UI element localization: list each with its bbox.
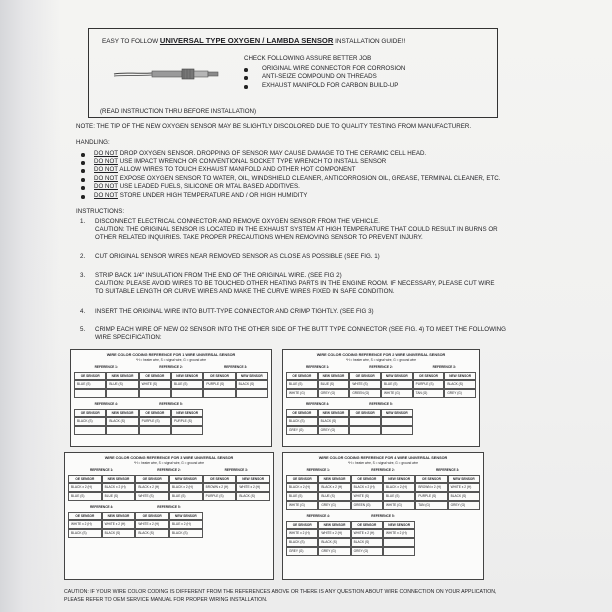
reference-label: REFERENCE 5:	[371, 514, 395, 518]
table-cell: BLACK x 2 (H)	[169, 483, 203, 492]
table-cell	[349, 417, 381, 426]
table-cell: BLUE (S)	[383, 492, 415, 501]
table-cell: GREY (G)	[286, 547, 318, 556]
step-number: 2.	[80, 253, 86, 260]
table-cell: WHITE x 2 (H)	[68, 520, 102, 529]
reference-label: REFERENCE 3:	[224, 468, 249, 472]
bullet-icon	[81, 161, 85, 165]
check-item: ORIGINAL WIRE CONNECTOR FOR CORROSION	[262, 65, 406, 72]
column-header: NEW SENSOR	[381, 372, 413, 380]
title-line	[102, 37, 405, 46]
column-header: NEW SENSOR	[106, 372, 138, 380]
note-text: NOTE: THE TIP OF THE NEW OXYGEN SENSOR MAY BE SLIGHTLY DISCOLORED DUE TO QUALITY TESTING FROM MANUFACTURER.	[76, 123, 472, 130]
step-text: CUT ORIGINAL SENSOR WIRES NEAR REMOVED SENSOR AS CLOSE AS POSSIBLE (SEE FIG. 1)	[95, 253, 380, 260]
check-item: ANTI-SEIZE COMPOUND ON THREADS	[262, 73, 377, 80]
table-cell: BLACK x 2 (H)	[351, 483, 383, 492]
column-header: OE SENSOR	[203, 372, 235, 380]
table-cell: BLUE x 2 (H)	[169, 520, 203, 529]
table-title: WIRE COLOR CODING REFERENCE FOR 2 WIRE UNIVERSAL SENSOR	[316, 353, 446, 357]
table-cell: BLUE (S)	[286, 492, 318, 501]
column-header: OE SENSOR	[351, 475, 383, 483]
table-cell: BLACK x 2 (H)	[286, 483, 318, 492]
step-number: 1.	[80, 218, 86, 225]
step-number: 4.	[80, 308, 86, 315]
table-cell	[171, 426, 203, 435]
title-prefix: EASY TO FOLLOW	[102, 38, 159, 45]
table-cell	[74, 389, 106, 398]
step-text: DISCONNECT ELECTRICAL CONNECTOR AND REMOVE OXYGEN SENSOR FROM THE VEHICLE.	[95, 218, 380, 225]
handling-item: DO NOT ALLOW WIRES TO TOUCH EXHAUST MANIFOLD AND OTHER HOT COMPONENT	[94, 166, 356, 173]
table-cell: BROWN x 2 (H)	[415, 483, 447, 492]
caution-footer-line: PLEASE REFER TO OEM SERVICE MANUAL FOR PROPER WIRING INSTALLATION.	[64, 597, 268, 603]
column-header: OE SENSOR	[286, 409, 318, 417]
column-header: NEW SENSOR	[169, 475, 203, 483]
column-header: OE SENSOR	[351, 521, 383, 529]
table-cell: BLACK (S)	[286, 417, 318, 426]
column-header: OE SENSOR	[286, 475, 318, 483]
column-header: OE SENSOR	[139, 372, 171, 380]
table-cell: PURPLE (S)	[203, 492, 237, 501]
table-cell: WHITE (S)	[139, 380, 171, 389]
column-header: NEW SENSOR	[171, 372, 203, 380]
bullet-icon	[81, 186, 85, 190]
column-header: OE SENSOR	[135, 475, 169, 483]
reference-label: REFERENCE 1:	[306, 468, 331, 472]
table-cell: WHITE x 2 (H)	[236, 483, 270, 492]
table-cell: WHITE (S)	[351, 492, 383, 501]
handling-heading: HANDLING:	[76, 139, 110, 146]
table-cell	[383, 538, 415, 547]
table-cell	[106, 389, 138, 398]
table-cell: GREEN (G)	[351, 501, 383, 510]
reference-label: REFERENCE 4:	[89, 505, 114, 509]
column-header: NEW SENSOR	[236, 475, 270, 483]
table-cell: WHITE x 2 (H)	[448, 483, 480, 492]
reference-label: REFERENCE 4:	[94, 402, 119, 406]
column-header: OE SENSOR	[139, 409, 171, 417]
table-cell: BLUE (S)	[169, 492, 203, 501]
table-subtitle: *H = heater wire, S = signal wire, G = ground wire	[345, 358, 417, 362]
table-cell: BLUE (S)	[286, 380, 318, 389]
reference-label: REFERENCE 3:	[432, 365, 457, 369]
column-header: NEW SENSOR	[102, 475, 136, 483]
reference-label: REFERENCE 2:	[371, 468, 395, 472]
table-cell: GREY (G)	[444, 389, 476, 398]
table-cell: WHITE x 2 (H)	[102, 520, 136, 529]
reference-label: REFERENCE 5:	[159, 402, 183, 406]
table-cell: GREY (G)	[318, 501, 350, 510]
step-text: WIRE SPECIFICATION:	[95, 334, 162, 341]
handling-item: DO NOT USE IMPACT WRENCH OR CONVENTIONAL SOCKET TYPE WRENCH TO INSTALL SENSOR	[94, 158, 387, 165]
column-header: NEW SENSOR	[102, 512, 136, 520]
column-header: OE SENSOR	[415, 475, 447, 483]
table-cell: GREY (G)	[448, 501, 480, 510]
table-cell: BLACK (S)	[318, 538, 350, 547]
table-cell: BLACK x 2 (H)	[68, 483, 102, 492]
step-text: TO SUITABLE LENGTH OR CURVE WIRES AND MAKE THE CURVE WIRES FIXED IN SAFE CONDITION.	[95, 288, 395, 295]
table-cell: BLUE (S)	[318, 380, 350, 389]
table-cell: BLACK (S)	[106, 417, 138, 426]
wire-table-3	[64, 452, 274, 580]
table-cell: BLACK (S)	[135, 529, 169, 538]
table-cell: BLUE (S)	[171, 380, 203, 389]
table-cell: BLUE (S)	[318, 492, 350, 501]
table-cell	[139, 426, 171, 435]
table-cell: BLUE (S)	[381, 380, 413, 389]
table-cell: BROWN x 2 (H)	[203, 483, 237, 492]
table-cell: WHITE x 2 (H)	[286, 529, 318, 538]
handling-item: DO NOT DROP OXYGEN SENSOR. DROPPING OF SENSOR MAY CAUSE DAMAGE TO THE CERAMIC CELL HEAD.	[94, 150, 427, 157]
bullet-icon	[244, 85, 248, 89]
reference-label: REFERENCE 2:	[157, 468, 181, 472]
column-header: NEW SENSOR	[318, 372, 350, 380]
table-cell: GREY (G)	[318, 426, 350, 435]
table-cell: BLACK (S)	[68, 529, 102, 538]
table-cell: BLACK x 2 (H)	[102, 483, 136, 492]
bullet-icon	[81, 178, 85, 182]
table-cell: BLACK (S)	[351, 538, 383, 547]
table-cell: TAN (G)	[415, 501, 447, 510]
table-cell: WHITE x 2 (H)	[135, 520, 169, 529]
step-text: STRIP BACK 1/4" INSULATION FROM THE END OF THE ORIGINAL WIRE. (SEE FIG 2)	[95, 272, 342, 279]
table-cell: BLACK (S)	[169, 529, 203, 538]
column-header: NEW SENSOR	[383, 475, 415, 483]
reference-label: REFERENCE 2:	[369, 365, 393, 369]
oxygen-sensor-icon	[112, 62, 222, 84]
table-subtitle: *H = heater wire, S = signal wire, G = ground wire	[135, 358, 207, 362]
column-header: OE SENSOR	[74, 409, 106, 417]
reference-label: REFERENCE 3:	[435, 468, 460, 472]
table-cell: BLACK x 2 (H)	[318, 483, 350, 492]
table-cell: WHITE (G)	[286, 501, 318, 510]
table-cell: BLACK x 2 (H)	[383, 483, 415, 492]
wire-table-1	[70, 349, 272, 447]
table-cell: PURPLE (S)	[415, 492, 447, 501]
reference-label: REFERENCE 1:	[94, 365, 119, 369]
table-title: WIRE COLOR CODING REFERENCE FOR 3 WIRE UNIVERSAL SENSOR	[104, 456, 234, 460]
step-text: CAUTION: THE ORIGINAL SENSOR IS LOCATED IN THE EXHAUST SYSTEM AT HIGH TEMPERATURE THAT COULD RESULT IN BURNS OR	[95, 226, 498, 233]
table-cell: BLACK (S)	[74, 417, 106, 426]
table-cell: BLACK x 2 (H)	[135, 483, 169, 492]
page-fold-shadow	[0, 0, 60, 612]
table-cell: GREY (G)	[318, 547, 350, 556]
column-header: OE SENSOR	[349, 372, 381, 380]
table-cell: GREY (G)	[351, 547, 383, 556]
table-cell: BLUE (S)	[68, 492, 102, 501]
table-cell: GREY (G)	[318, 389, 350, 398]
bullet-icon	[81, 195, 85, 199]
handling-item: DO NOT USE LEADED FUELS, SILICONE OR MTAL BASED ADDITIVES.	[94, 183, 300, 190]
step-text: CAUTION: PLEASE AVOID WIRES TO BE TOUCHED OTHER HEATING PARTS IN THE ENGINE ROOM. IF NECESSARY, PLEASE CUT WIRE	[95, 280, 495, 287]
table-subtitle: *H = heater wire, S = signal wire, G = ground wire	[347, 461, 419, 465]
table-cell: BLACK (S)	[236, 380, 268, 389]
table-cell	[106, 426, 138, 435]
check-item: EXHAUST MANIFOLD FOR CARBON BUILD-UP	[262, 82, 399, 89]
table-cell	[74, 426, 106, 435]
check-intro: CHECK FOLLOWING ASSURE BETTER JOB	[244, 55, 372, 62]
step-text: OTHER RELATED INQUIRIES. TAKE PROPER PRECAUTIONS WHEN REMOVING SENSOR TO PREVENT INJURY.	[95, 234, 423, 241]
column-header: OE SENSOR	[349, 409, 381, 417]
column-header: OE SENSOR	[286, 521, 318, 529]
step-text: INSERT THE ORIGINAL WIRE INTO BUTT-TYPE CONNECTOR AND CRIMP TIGHTLY. (SEE FIG 3)	[95, 308, 374, 315]
table-cell: BLUE (S)	[106, 380, 138, 389]
table-cell	[171, 389, 203, 398]
bullet-icon	[244, 76, 248, 80]
table-cell: WHITE (S)	[349, 380, 381, 389]
column-header: OE SENSOR	[135, 512, 169, 520]
title-main: UNIVERSAL TYPE OXYGEN / LAMBDA SENSOR	[159, 36, 334, 45]
wire-table-2	[282, 349, 480, 447]
reference-label: REFERENCE 4:	[306, 514, 331, 518]
column-header: OE SENSOR	[286, 372, 318, 380]
reference-label: REFERENCE 2:	[159, 365, 183, 369]
table-cell: BLACK (S)	[102, 529, 136, 538]
reference-label: REFERENCE 3:	[223, 365, 248, 369]
column-header: OE SENSOR	[68, 512, 102, 520]
table-cell: BLUE (S)	[102, 492, 136, 501]
column-header: NEW SENSOR	[318, 475, 350, 483]
wire-table-4	[282, 452, 484, 580]
table-cell: BLACK (S)	[318, 417, 350, 426]
table-cell: WHITE x 2 (H)	[383, 529, 415, 538]
column-header: NEW SENSOR	[318, 409, 350, 417]
reference-label: REFERENCE 5:	[369, 402, 393, 406]
read-note: (READ INSTRUCTION THRU BEFORE INSTALLATION)	[100, 108, 257, 115]
table-cell: GREEN (G)	[349, 389, 381, 398]
table-cell	[383, 547, 415, 556]
table-cell: PURPLE (S)	[171, 417, 203, 426]
step-number: 5.	[80, 326, 86, 333]
column-header: NEW SENSOR	[236, 372, 268, 380]
reference-label: REFERENCE 1:	[305, 365, 330, 369]
table-cell: WHITE x 2 (H)	[351, 529, 383, 538]
reference-label: REFERENCE 5:	[157, 505, 181, 509]
table-cell	[381, 426, 413, 435]
table-cell: GREY (G)	[286, 426, 318, 435]
bullet-icon	[81, 153, 85, 157]
column-header: NEW SENSOR	[444, 372, 476, 380]
table-cell: WHITE (S)	[135, 492, 169, 501]
table-title: WIRE COLOR CODING REFERENCE FOR 1 WIRE UNIVERSAL SENSOR	[106, 353, 236, 357]
table-cell	[349, 426, 381, 435]
table-cell	[139, 389, 171, 398]
column-header: OE SENSOR	[68, 475, 102, 483]
table-cell: BLACK (S)	[286, 538, 318, 547]
table-cell: PURPLE (S)	[203, 380, 235, 389]
table-cell: BLACK (S)	[236, 492, 270, 501]
column-header: NEW SENSOR	[318, 521, 350, 529]
column-header: OE SENSOR	[203, 475, 237, 483]
table-cell: WHITE (G)	[286, 389, 318, 398]
table-cell: PURPLE (S)	[413, 380, 445, 389]
column-header: OE SENSOR	[74, 372, 106, 380]
table-cell: WHITE x 2 (H)	[318, 529, 350, 538]
table-cell: WHITE (G)	[381, 389, 413, 398]
column-header: NEW SENSOR	[171, 409, 203, 417]
step-number: 3.	[80, 272, 86, 279]
column-header: NEW SENSOR	[169, 512, 203, 520]
table-cell: WHITE (G)	[383, 501, 415, 510]
column-header: NEW SENSOR	[383, 521, 415, 529]
table-cell	[381, 417, 413, 426]
table-cell: PURPLE (S)	[139, 417, 171, 426]
title-suffix: INSTALLATION GUIDE!!	[335, 38, 406, 45]
table-cell	[203, 389, 235, 398]
table-cell	[236, 389, 268, 398]
bullet-icon	[244, 68, 248, 72]
column-header: NEW SENSOR	[106, 409, 138, 417]
table-cell: BLACK (S)	[448, 492, 480, 501]
table-cell: BLUE (S)	[74, 380, 106, 389]
bullet-icon	[81, 169, 85, 173]
reference-label: REFERENCE 4:	[305, 402, 330, 406]
table-cell: TAN (G)	[413, 389, 445, 398]
table-cell: BLACK (S)	[444, 380, 476, 389]
table-subtitle: *H = heater wire, S = signal wire, G = ground wire	[133, 461, 205, 465]
caution-footer-line: CAUTION: IF YOUR WIRE COLOR CODING IS DIFFERENT FROM THE REFERENCES ABOVE OR THERE IS ANY QUESTION ABOUT WIRE CONNECTION ON YOUR APPLICATION,	[64, 589, 497, 595]
instructions-heading: INSTRUCTIONS:	[76, 208, 125, 215]
column-header: NEW SENSOR	[381, 409, 413, 417]
step-text: CRIMP EACH WIRE OF NEW O2 SENSOR INTO THE OTHER SIDE OF THE BUTT TYPE CONNECTOR (SEE FIG. 4) TO MEET THE FOLLOWING	[95, 326, 506, 333]
column-header: NEW SENSOR	[448, 475, 480, 483]
column-header: OE SENSOR	[413, 372, 445, 380]
handling-item: DO NOT STORE UNDER HIGH TEMPERATURE AND / OR HIGH HUMIDITY	[94, 192, 308, 199]
handling-item: DO NOT EXPOSE OXYGEN SENSOR TO WATER, OIL, WINDSHIELD CLEANER, ANTICORROSION OIL, GREASE, TERMINAL CLEANER, ETC.	[94, 175, 501, 182]
table-title: WIRE COLOR CODING REFERENCE FOR 4 WIRE UNIVERSAL SENSOR	[318, 456, 448, 460]
reference-label: REFERENCE 1:	[89, 468, 114, 472]
